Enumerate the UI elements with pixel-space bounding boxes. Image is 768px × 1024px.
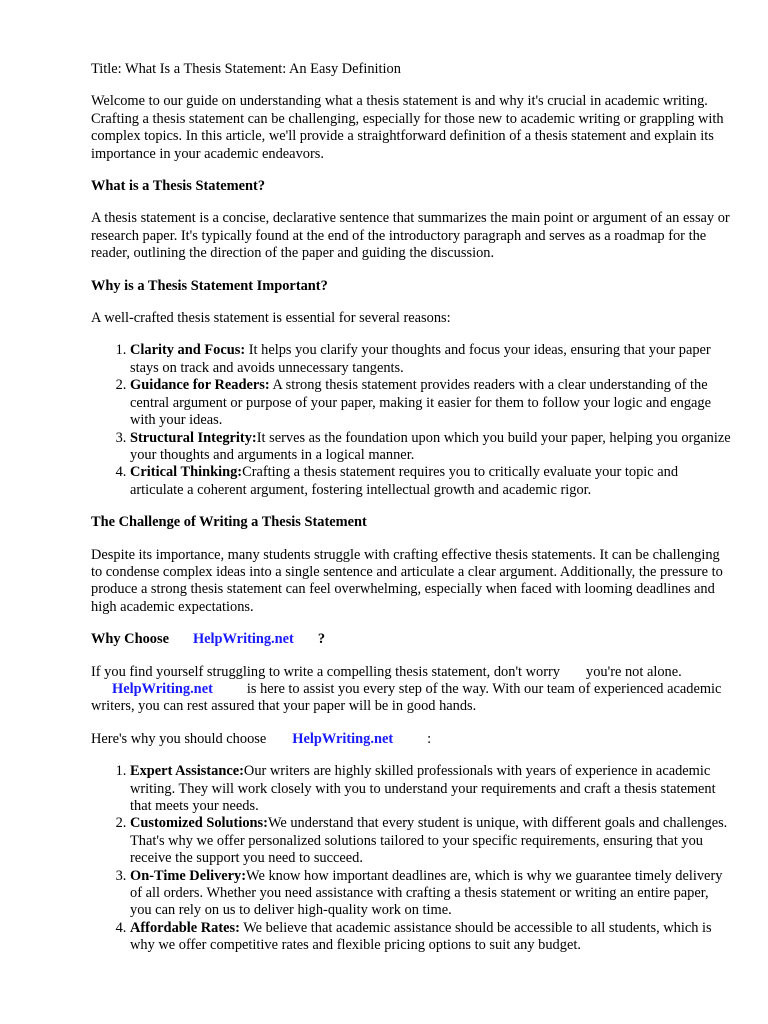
list-item-text: Crafting a thesis statement requires you to critically evaluate your topic and articulate a coherent argument, fostering intellectual growth and academic rigor. [130,464,679,498]
list-item-text: We understand that every student is unique, with different goals and challenges. That's why we offer personalized solutions tailored to your specific requirements, ensuring that you receive the support you need to succeed. [130,815,728,867]
heading-why-important: Why is a Thesis Statement Important? [91,277,328,294]
list-item [130,464,731,499]
list-item-term: Structural Integrity: [130,429,257,446]
list-item-text: Our writers are highly skilled professionals with years of experience in academic writing. They will work closely with you to understand your requirements and craft a thesis statement that meets your needs. [130,763,716,814]
helpwriting-link-heading[interactable]: HelpWriting.net [192,631,294,648]
intro-paragraph: Welcome to our guide on understanding what a thesis statement is and why it's crucial in academic writing. Crafting a thesis statement can be challenging, especially for those new to academic writing or grappling with complex topics. In this article, we'll provide a straightforward definition of a thesis statement and explain its importance in your academic endeavors. [91,93,724,162]
heading-why-choose-suffix: ? [317,631,326,648]
list-item-term: Customized Solutions: [130,815,268,832]
list-item [130,868,731,920]
list-item-term: Affordable Rates: [130,919,240,936]
list-item [130,815,731,867]
list-item-term: Clarity and Focus: [130,342,246,359]
list-item-term: Critical Thinking: [130,464,243,481]
reasons-list [91,342,731,499]
list-item [130,430,731,465]
heading-why-choose [91,631,731,648]
challenge-paragraph: Despite its importance, many students struggle with crafting effective thesis statements. It can be challenging to condense complex ideas into a single sentence and articulate a clear argument. Additionally, the pressure to produce a strong thesis statement can feel overwhelming, especially when faced with looming deadlines and high academic expectations. [91,546,723,615]
why-choose-paragraph [91,664,731,716]
document-page [91,61,731,970]
why-important-lead: A well-crafted thesis statement is essential for several reasons: [91,310,451,327]
list-item-text: It serves as the foundation upon which you build your paper, helping you organize your thoughts and arguments in a logical manner. [130,429,731,463]
why-choose-text-1: If you find yourself struggling to write a compelling thesis statement, don't worry [91,663,561,680]
helpwriting-link-lead[interactable]: HelpWriting.net [292,730,394,747]
heading-challenge: The Challenge of Writing a Thesis Statement [91,514,367,531]
benefits-list [91,763,731,954]
list-item [130,920,731,955]
list-item-term: On-Time Delivery: [130,867,247,884]
list-item-term: Expert Assistance: [130,763,244,780]
why-choose-text-3: is here to assist you every step of the way. With our team of experienced academic writers, you can rest assured that your paper will be in good hands. [91,680,722,715]
list-item [130,763,731,815]
why-choose-lead-prefix: Here's why you should choose [91,730,267,747]
why-choose-text-2: you're not alone. [586,663,682,680]
list-item-text: It helps you clarify your thoughts and focus your ideas, ensuring that your paper stays on track and avoids unnecessary tangents. [130,342,711,376]
document-title: Title: What Is a Thesis Statement: An Easy Definition [91,61,401,77]
list-item [130,377,731,429]
list-item [130,342,731,377]
list-item-term: Guidance for Readers: [130,377,270,394]
what-is-paragraph: A thesis statement is a concise, declarative sentence that summarizes the main point or argument of an essay or research paper. It's typically found at the end of the introductory paragraph and serves as a roadmap for the reader, outlining the direction of the paper and guiding the discussion. [91,210,730,262]
list-item-text: We believe that academic assistance should be accessible to all students, which is why we offer competitive rates and flexible pricing options to suit any budget. [130,919,712,954]
heading-why-choose-prefix: Why Choose [91,631,169,648]
why-choose-lead-suffix: : [427,730,432,747]
heading-what-is: What is a Thesis Statement? [91,178,266,195]
helpwriting-link-body[interactable]: HelpWriting.net [112,680,213,697]
list-item-text: We know how important deadlines are, which is why we guarantee timely delivery of all orders. Whether you need assistance with crafting a thesis statement or writing an entire paper, you can rely on us to deliver high-quality work on time. [130,867,723,919]
why-choose-lead [91,731,731,748]
list-item-text: A strong thesis statement provides readers with a clear understanding of the central argument or purpose of your paper, making it easier for them to follow your logic and engage with your ideas. [130,377,711,429]
